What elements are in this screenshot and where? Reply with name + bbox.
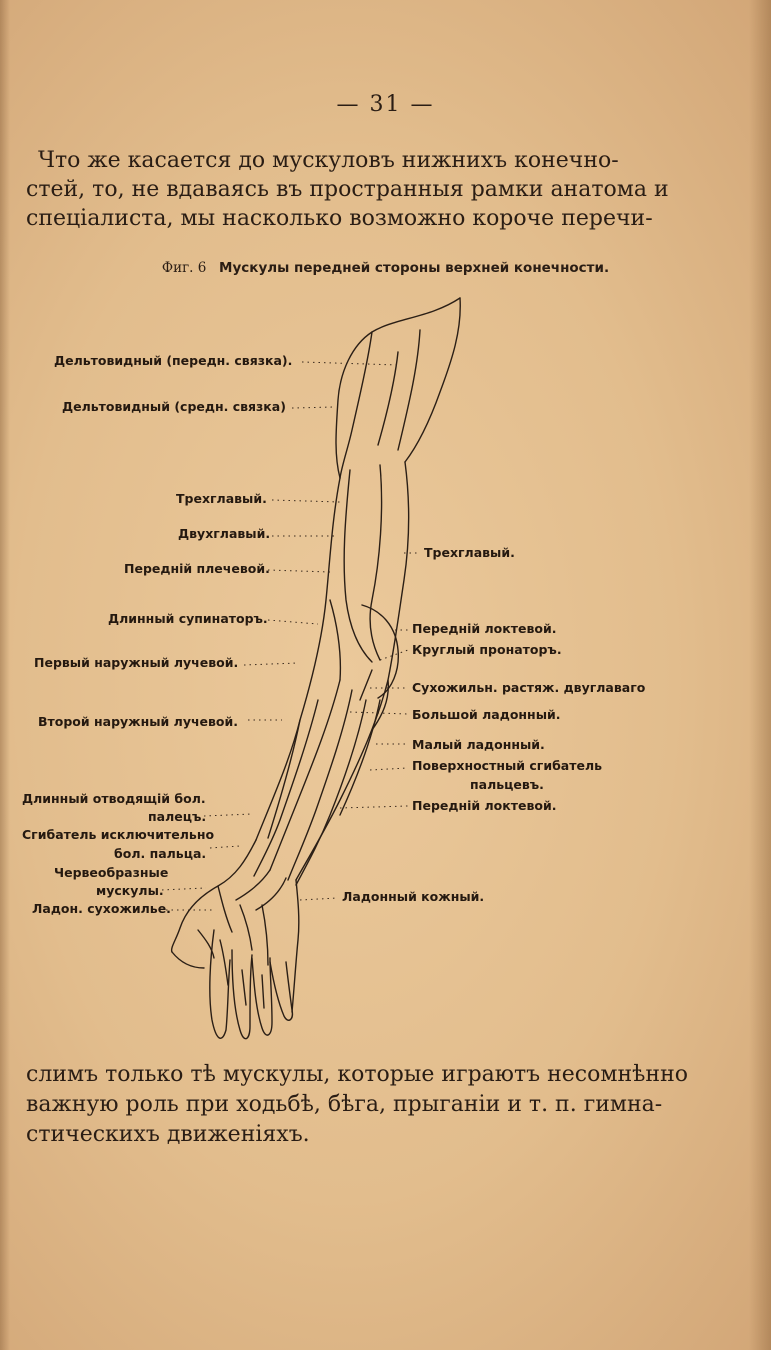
label-bicipital-aponeurosis: Сухожильн. растяж. двуглаваго [412,680,646,695]
label-flexor-pollicis-1: Сгибатель исключительно [22,827,215,842]
label-anterior-ulnar: Передній локтевой. [412,798,557,813]
label-flexor-superficialis-1: Поверхностный сгибатель [412,758,603,773]
label-lumbricals-1: Червеобразные [54,865,169,880]
figure-number: Фиг. 6 [161,260,207,276]
label-triceps-left: Трехглавый. [176,491,267,506]
label-brachialis: Передній плечевой. [124,561,270,576]
label-abductor-pollicis-2: палецъ. [148,809,207,824]
label-triceps-right: Трехглавый. [424,545,515,560]
paragraph-top-line-1: Что же касается до мускуловъ нижнихъ конечно- [38,148,619,173]
label-anconeus: Передній локтевой. [412,621,557,636]
label-palmaris-minor: Малый ладонный. [412,737,545,752]
label-flexor-pollicis-2: бол. пальца. [114,846,207,861]
label-biceps: Двухглавый. [178,526,271,541]
label-pronator-teres: Круглый пронаторъ. [412,642,562,657]
label-first-radial: Первый наружный лучевой. [34,655,239,670]
label-palmaris-brevis: Ладонный кожный. [342,889,485,904]
label-flexor-superficialis-2: пальцевъ. [470,777,544,792]
label-palmaris-major: Большой ладонный. [412,707,561,722]
paragraph-top-line-2: стей, то, не вдаваясь въ пространныя рамки анатома и [26,177,669,202]
label-lumbricals-2: мускулы. [96,883,164,898]
paragraph-bottom-line-3: стическихъ движеніяхъ. [26,1122,310,1147]
page-number: — 31 — [336,92,435,117]
paragraph-top-line-3: спеціалиста, мы насколько возможно короче перечи- [26,206,653,231]
label-palmar-aponeurosis: Ладон. сухожилье. [32,901,171,916]
paragraph-bottom-line-2: важную роль при ходьбѣ, бѣга, прыганіи и т. п. гимна- [26,1092,663,1117]
label-deltoid-anterior: Дельтовидный (передн. связка). [54,353,293,368]
paragraph-bottom-line-1: слимъ только тѣ мускулы, которые играютъ несомнѣнно [26,1062,688,1087]
figure-title: Мускулы передней стороны верхней конечности. [219,260,610,276]
label-second-radial: Второй наружный лучевой. [38,714,239,729]
label-abductor-pollicis-1: Длинный отводящій бол. [22,791,206,806]
label-long-supinator: Длинный супинаторъ. [108,611,268,626]
label-deltoid-middle: Дельтовидный (средн. связка) [62,399,286,414]
